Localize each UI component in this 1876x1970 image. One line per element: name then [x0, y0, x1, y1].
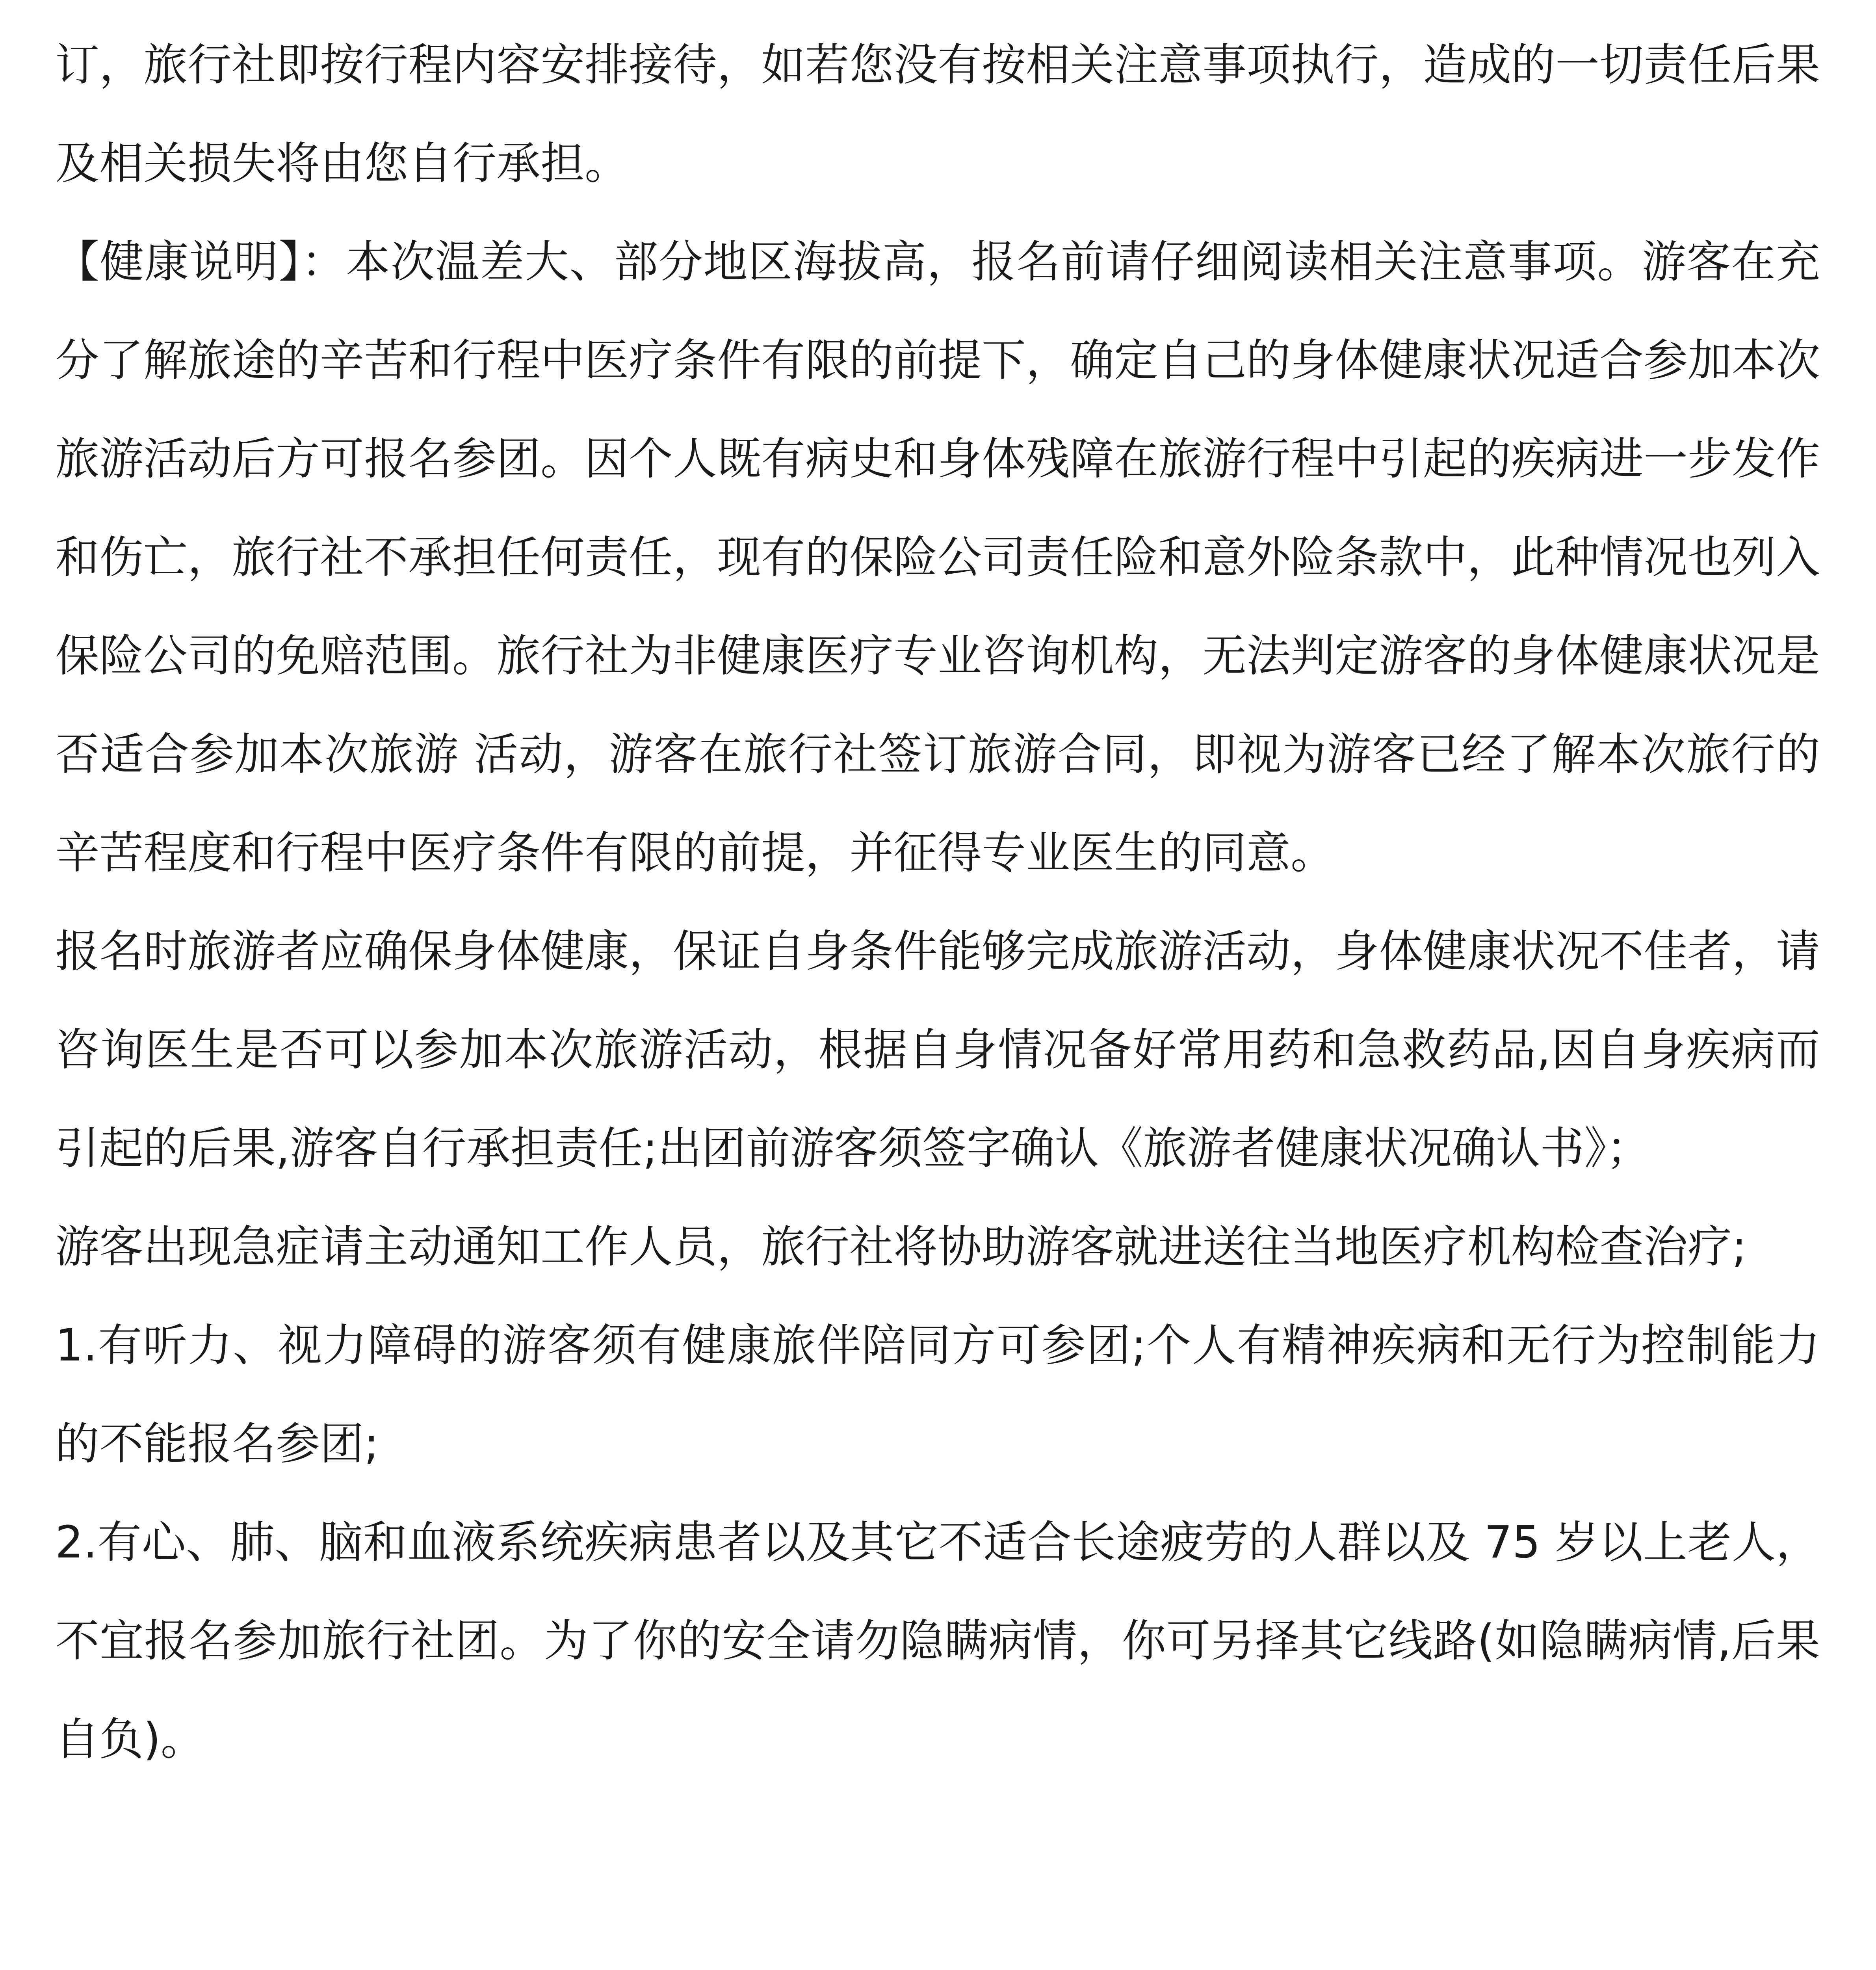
paragraph-registration-health: 报名时旅游者应确保身体健康，保证自身条件能够完成旅游活动，身体健康状况不佳者，请咨询医生是否可以参加本次旅游活动，根据自身情况备好常用药和急救药品,因自身疾病而引起的后果,游客自行承担责任;出团前游客须签字确认《旅游者健康状况确认书》；: [55, 926, 1820, 1174]
paragraph-rule-2: 2.有心、肺、脑和血液系统疾病患者以及其它不适合长途疲劳的人群以及 75 岁以上老人，不宜报名参加旅行社团。为了你的安全请勿隐瞒病情，你可另择其它线路(如隐瞒病情,后果自负)。: [55, 1517, 1820, 1765]
paragraph-health-notice: 【健康说明】：本次温差大、部分地区海拔高，报名前请仔细阅读相关注意事项。游客在充分了解旅途的辛苦和行程中医疗条件有限的前提下，确定自己的身体健康状况适合参加本次旅游活动后方可报名参团。因个人既有病史和身体残障在旅游行程中引起的疾病进一步发作和伤亡，旅行社不承担任何责任，现有的保险公司责任险和意外险条款中，此种情况也列入保险公司的免赔范围。旅行社为非健康医疗专业咨询机构，无法判定游客的身体健康状况是否适合参加本次旅游 活动，游客在旅行社签订旅游合同，即视为游客已经了解本次旅行的辛苦程度和行程中医疗条件有限的前提，并征得专业医生的同意。: [55, 236, 1820, 879]
document-body: [55, 16, 1820, 1789]
paragraph-continuation: 订，旅行社即按行程内容安排接待，如若您没有按相关注意事项执行，造成的一切责任后果及相关损失将由您自行承担。: [55, 39, 1820, 189]
paragraph-emergency: 游客出现急症请主动通知工作人员，旅行社将协助游客就进送往当地医疗机构检查治疗;: [55, 1221, 1747, 1273]
paragraph-rule-1: 1.有听力、视力障碍的游客须有健康旅伴陪同方可参团;个人有精神疾病和无行为控制能力的不能报名参团;: [55, 1320, 1820, 1470]
